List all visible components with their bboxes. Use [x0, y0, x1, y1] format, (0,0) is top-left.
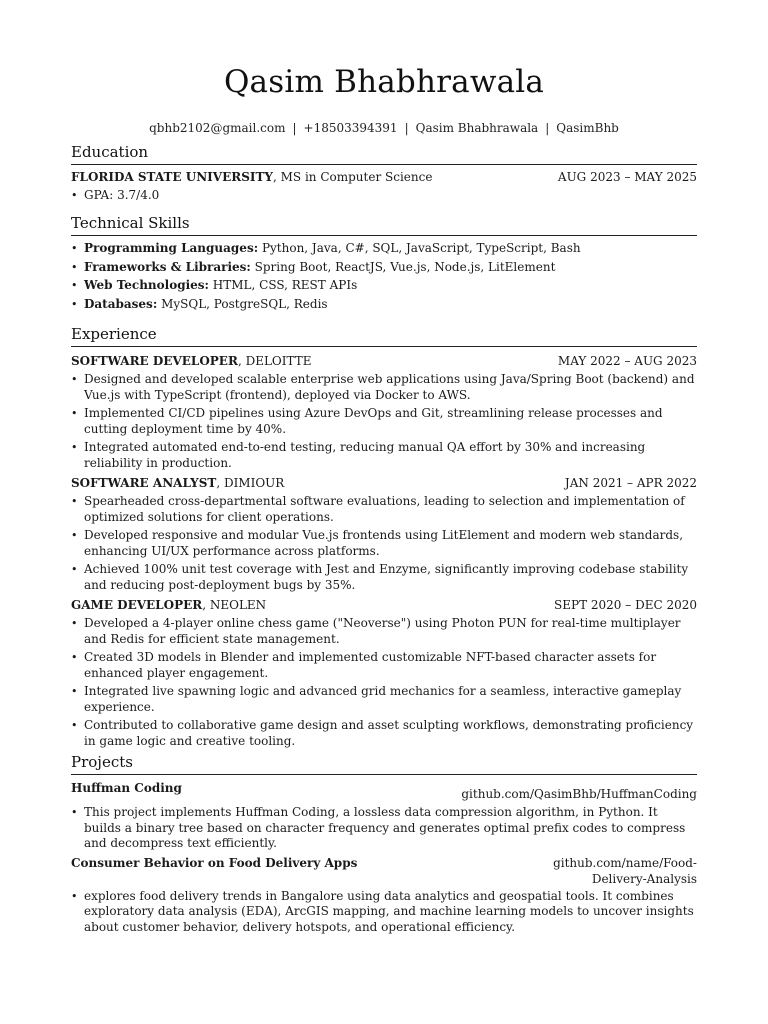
github-link[interactable]: QasimBhb: [556, 121, 619, 135]
project-header: [71, 780, 697, 802]
job-dates: SEPT 2020 – DEC 2020: [554, 598, 697, 612]
list-item: • Integrated automated end-to-end testing, reducing manual QA effort by 30% and increasing reliability in production.: [71, 440, 697, 471]
skills-list: [71, 241, 697, 312]
section-title: Technical Skills: [71, 214, 697, 236]
education-row: [71, 169, 697, 185]
skill-label: Web Technologies:: [84, 278, 209, 292]
skill-label: Databases:: [84, 296, 158, 311]
project-header: [71, 855, 697, 887]
job-company: , DIMIOUR: [216, 476, 285, 490]
skill-value: Python, Java, C#, SQL, JavaScript, TypeScript, Bash: [258, 241, 581, 255]
job-bullets: [71, 616, 697, 749]
job-bullets: [71, 494, 697, 593]
list-item: • Developed a 4-player online chess game ("Neoverse") using Photon PUN for real-time multiplayer and Redis for efficient state management.: [71, 616, 697, 647]
section-title: Experience: [71, 325, 697, 347]
phone-link[interactable]: +18503394391: [303, 121, 398, 135]
job-role: SOFTWARE DEVELOPER: [71, 354, 238, 368]
school-name: FLORIDA STATE UNIVERSITY: [71, 170, 273, 184]
projects-section: [71, 753, 697, 938]
project-link[interactable]: github.com/QasimBhb/HuffmanCoding: [461, 787, 697, 801]
contact-line: [0, 121, 768, 135]
job-bullets: [71, 372, 697, 471]
list-item: • Integrated live spawning logic and advanced grid mechanics for a seamless, interactive gameplay experience.: [71, 684, 697, 715]
separator: |: [292, 121, 297, 135]
list-item: • explores food delivery trends in Bangalore using data analytics and geospatial tools. It combines exploratory data analysis (EDA), ArcGIS mapping, and machine learning models to uncover insights about customer behavior, delivery hotspots, and operational efficiency.: [71, 889, 697, 936]
skill-value: HTML, CSS, REST APIs: [208, 278, 358, 292]
degree: , MS in Computer Science: [273, 170, 433, 184]
job-header: [71, 475, 697, 491]
job-company: , NEOLEN: [202, 598, 267, 612]
separator: |: [404, 121, 409, 135]
separator: |: [545, 121, 550, 135]
job-header: [71, 597, 697, 613]
list-item: • Achieved 100% unit test coverage with Jest and Enzyme, significantly improving codebase stability and reducing post-deployment bugs by 35%.: [71, 562, 697, 593]
job-company: , DELOITTE: [237, 354, 312, 368]
job-role: GAME DEVELOPER: [71, 598, 203, 612]
job-role: SOFTWARE ANALYST: [71, 476, 217, 490]
list-item: • Created 3D models in Blender and implemented customizable NFT-based character assets for enhanced player engagement.: [71, 650, 697, 681]
list-item: • Implemented CI/CD pipelines using Azure DevOps and Git, streamlining release processes and cutting deployment time by 40%.: [71, 406, 697, 437]
skill-item: [71, 278, 697, 294]
education-section: [71, 143, 697, 207]
project-bullets: [71, 889, 697, 936]
skill-label: Programming Languages:: [84, 241, 259, 255]
list-item: • Designed and developed scalable enterprise web applications using Java/Spring Boot (backend) and Vue.js with TypeScript (frontend), deployed via Docker to AWS.: [71, 372, 697, 403]
project-link-line: github.com/name/Food-: [553, 855, 697, 870]
skill-item: [71, 260, 697, 276]
project-bullets: [71, 805, 697, 852]
section-title: Projects: [71, 753, 697, 775]
job-header: [71, 353, 697, 369]
skill-item: [71, 241, 697, 257]
job-dates: MAY 2022 – AUG 2023: [557, 354, 697, 368]
list-item: • GPA: 3.7/4.0: [71, 188, 697, 204]
skill-item: [71, 297, 697, 313]
project-name: Consumer Behavior on Food Delivery Apps: [71, 855, 358, 870]
project-link[interactable]: [553, 855, 697, 887]
skills-section: [71, 214, 697, 315]
project-name: Huffman Coding: [71, 781, 182, 795]
skill-value: MySQL, PostgreSQL, Redis: [157, 296, 328, 311]
education-dates: AUG 2023 – MAY 2025: [557, 170, 697, 184]
list-item: • Contributed to collaborative game design and asset sculpting workflows, demonstrating proficiency in game logic and creative tooling.: [71, 718, 697, 749]
experience-section: [71, 325, 697, 752]
skill-value: Spring Boot, ReactJS, Vue.js, Node.js, LitElement: [250, 259, 556, 274]
candidate-name: Qasim Bhabhrawala: [223, 64, 545, 100]
list-item: • Spearheaded cross-departmental software evaluations, leading to selection and implementation of optimized solutions for client operations.: [71, 494, 697, 525]
list-item: • Developed responsive and modular Vue.js frontends using LitElement and modern web standards, enhancing UI/UX performance across platforms.: [71, 528, 697, 559]
email-link[interactable]: qbhb2102@gmail.com: [149, 121, 286, 135]
linkedin-link[interactable]: Qasim Bhabhrawala: [415, 121, 539, 135]
list-item: • This project implements Huffman Coding, a lossless data compression algorithm, in Python. It builds a binary tree based on character frequency and generates optimal prefix codes to compress and decompress text efficiently.: [71, 805, 697, 852]
section-title: Education: [71, 143, 697, 165]
job-dates: JAN 2021 – APR 2022: [564, 476, 697, 490]
skill-label: Frameworks & Libraries:: [84, 259, 251, 274]
education-list: [71, 188, 697, 204]
project-link-line: Delivery-Analysis: [591, 871, 697, 886]
